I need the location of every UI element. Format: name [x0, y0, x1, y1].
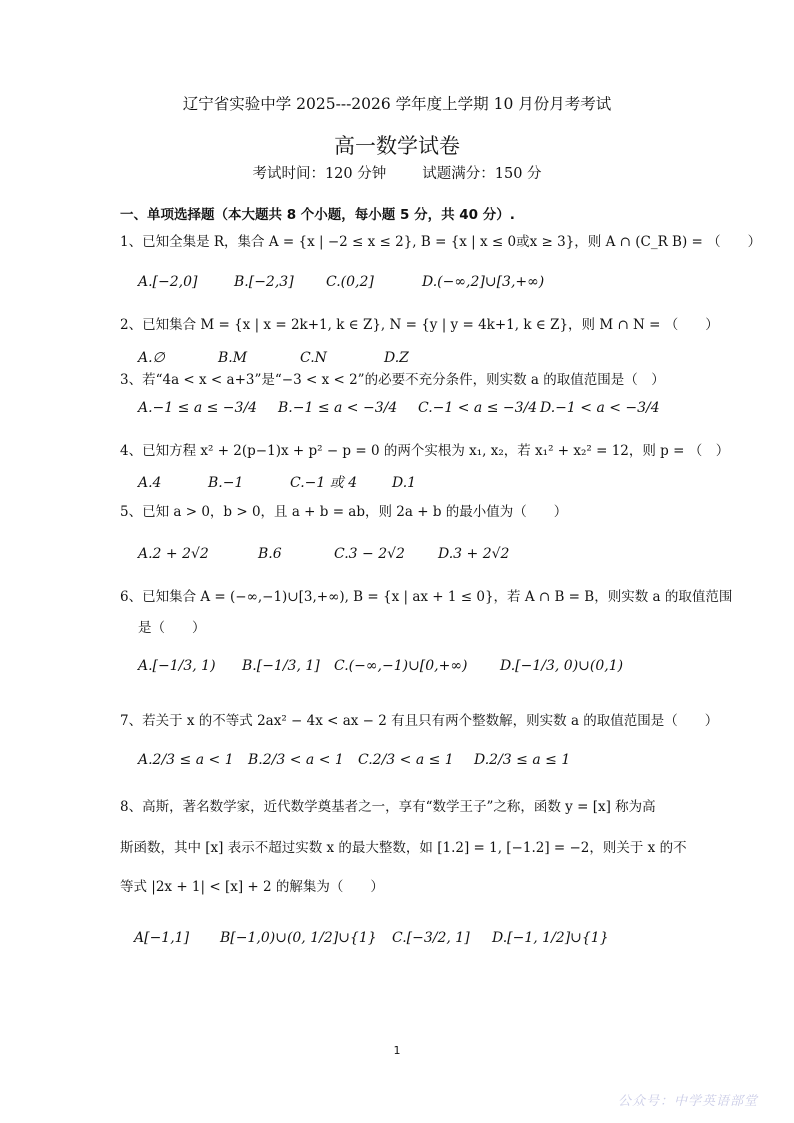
option-b: B.−1 ≤ a < −3/4: [278, 400, 398, 416]
option-a: A.−1 ≤ a ≤ −3/4: [138, 400, 258, 416]
option-d: D.Z: [384, 350, 409, 366]
option-b: B.[−2,3]: [234, 274, 294, 290]
option-b: B.2/3 < a < 1: [248, 752, 344, 768]
section-heading: 一、单项选择题（本大题共 8 个小题，每小题 5 分，共 40 分）.: [120, 207, 515, 223]
option-d: D.2/3 ≤ a ≤ 1: [474, 752, 571, 768]
option-a: A.2/3 ≤ a < 1: [138, 752, 234, 768]
option-a: A.4: [138, 475, 162, 491]
question-options: [138, 658, 698, 674]
option-c: C.−1 < a ≤ −3/4: [418, 400, 538, 416]
option-b: B.6: [258, 546, 282, 562]
option-d: D.[−1, 1/2]∪{1}: [492, 930, 609, 946]
exam-meta: [0, 162, 794, 183]
page-number: 1: [393, 1044, 401, 1057]
option-a: A[−1,1]: [134, 930, 190, 946]
question-stem: 5、已知 a > 0，b > 0，且 a + b = ab，则 2a + b 的最小值为（ ）: [120, 504, 568, 520]
question-stem: 8、高斯，著名数学家，近代数学奠基者之一，享有“数学王子”之称，函数 y = [x] 称为高: [120, 799, 656, 815]
option-a: A.2 + 2√2: [138, 546, 209, 562]
question-options: [138, 350, 698, 366]
exam-time: 考试时间：120 分钟: [252, 166, 387, 182]
option-d: D.3 + 2√2: [438, 546, 510, 562]
option-c: C.(0,2]: [326, 274, 374, 290]
question-stem: 4、已知方程 x² + 2(p−1)x + p² − p = 0 的两个实根为 x₁, x₂，若 x₁² + x₂² = 12，则 p = （ ）: [120, 443, 730, 459]
question-stem: 1、已知全集是 R，集合 A = {x | −2 ≤ x ≤ 2}, B = {x | x ≤ 0或x ≥ 3}，则 A ∩ (C_R B) = （ ）: [120, 234, 762, 250]
question-stem: 3、若“4a < x < a+3”是“−3 < x < 2”的必要不充分条件，则实数 a 的取值范围是（ ）: [120, 372, 665, 388]
question-options: [138, 752, 698, 768]
option-c: C.2/3 < a ≤ 1: [358, 752, 454, 768]
option-c: C.3 − 2√2: [334, 546, 405, 562]
question-stem: 2、已知集合 M = {x | x = 2k+1, k ∈ Z}, N = {y | y = 4k+1, k ∈ Z}，则 M ∩ N = （ ）: [120, 317, 719, 333]
question-options: [138, 400, 698, 416]
option-b: B.[−1/3, 1]: [242, 658, 320, 674]
question-stem: 7、若关于 x 的不等式 2ax² − 4x < ax − 2 有且只有两个整数解，则实数 a 的取值范围是（ ）: [120, 713, 719, 729]
option-b: B.M: [218, 350, 248, 366]
watermark-text: 公众号：中学英语部堂: [617, 1094, 758, 1109]
option-d: D.−1 < a < −3/4: [540, 400, 660, 416]
question-stem: 6、已知集合 A = (−∞,−1)∪[3,+∞), B = {x | ax + 1 ≤ 0}，若 A ∩ B = B，则实数 a 的取值范围: [120, 589, 733, 605]
option-c: C.(−∞,−1)∪[0,+∞): [334, 658, 468, 674]
option-c: C.[−3/2, 1]: [392, 930, 470, 946]
question-stem-continued: 是（ ）: [138, 620, 206, 636]
question-options: [134, 930, 694, 946]
option-b: B[−1,0)∪(0, 1/2]∪{1}: [220, 930, 377, 946]
page-title: 高一数学试卷: [334, 134, 460, 158]
option-a: A.[−2,0]: [138, 274, 198, 290]
question-stem-continued: 斯函数，其中 [x] 表示不超过实数 x 的最大整数，如 [1.2] = 1, [−1.2] = −2，则关于 x 的不: [120, 840, 687, 856]
option-d: D.(−∞,2]∪[3,+∞): [422, 274, 545, 290]
question-options: [138, 274, 698, 290]
option-c: C.−1 或 4: [290, 475, 358, 491]
option-d: D.[−1/3, 0)∪(0,1): [500, 658, 624, 674]
option-a: A.[−1/3, 1): [138, 658, 216, 674]
question-stem-continued: 等式 |2x + 1| < [x] + 2 的解集为（ ）: [120, 879, 384, 895]
question-options: [138, 472, 698, 492]
option-a: A.∅: [138, 350, 165, 366]
exam-score: 试题满分：150 分: [422, 166, 542, 182]
option-c: C.N: [300, 350, 327, 366]
option-b: B.−1: [208, 475, 244, 491]
option-d: D.1: [392, 475, 417, 491]
school-line: 辽宁省实验中学 2025---2026 学年度上学期 10 月份月考考试: [182, 95, 612, 113]
question-options: [138, 546, 698, 562]
